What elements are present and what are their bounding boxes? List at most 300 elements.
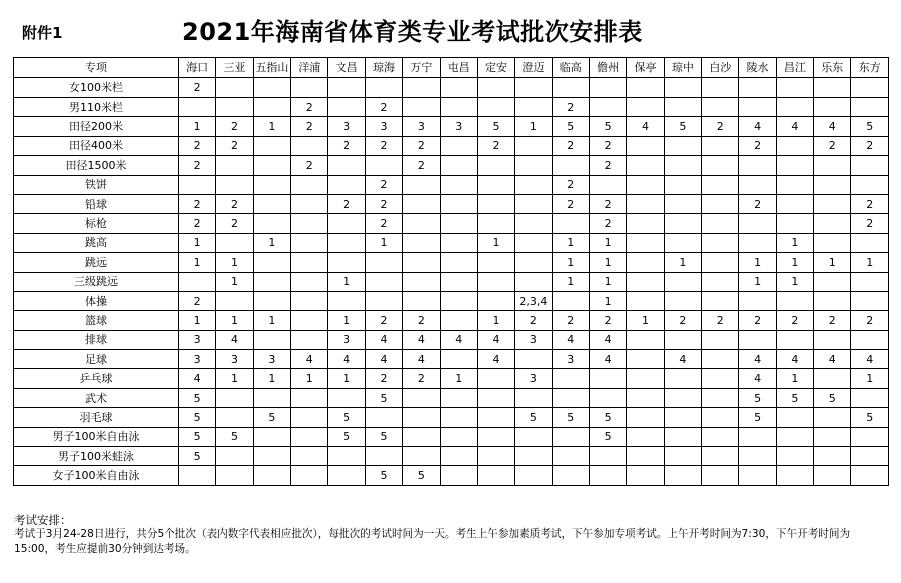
batch-cell [403,388,440,407]
batch-cell: 2 [552,194,589,213]
batch-cell [627,272,664,291]
batch-cell [702,350,739,369]
batch-cell: 2 [814,136,851,155]
batch-cell: 1 [851,369,889,388]
batch-cell [589,388,626,407]
batch-cell: 3 [515,330,552,349]
batch-cell [814,175,851,194]
batch-cell [627,98,664,117]
batch-cell [515,350,552,369]
batch-cell [403,214,440,233]
batch-cell [739,233,776,252]
batch-cell [179,175,216,194]
column-header: 乐东 [814,58,851,78]
column-header: 保亭 [627,58,664,78]
batch-cell [851,78,889,98]
row-label: 铅球 [14,194,179,213]
table-row [14,330,889,349]
table-row [14,214,889,233]
batch-cell: 2 [589,156,626,175]
batch-cell [365,253,402,272]
column-header: 陵水 [739,58,776,78]
batch-cell [403,253,440,272]
batch-cell: 1 [477,233,514,252]
batch-cell: 2 [403,369,440,388]
batch-cell: 3 [403,117,440,136]
batch-cell: 2 [179,136,216,155]
batch-cell [776,136,813,155]
batch-cell: 5 [179,447,216,466]
batch-cell: 1 [776,272,813,291]
batch-cell [477,253,514,272]
batch-cell: 4 [814,350,851,369]
batch-cell [627,350,664,369]
batch-cell [477,427,514,446]
batch-cell [291,408,328,427]
annex-label: 附件1 [22,24,63,42]
batch-cell [515,388,552,407]
batch-cell: 1 [253,369,290,388]
batch-cell [477,78,514,98]
batch-cell [776,78,813,98]
batch-cell [328,388,365,407]
batch-cell [739,447,776,466]
batch-cell [328,78,365,98]
table-row [14,98,889,117]
batch-cell [776,427,813,446]
batch-cell [328,98,365,117]
batch-cell [776,214,813,233]
batch-cell [702,427,739,446]
batch-cell: 2 [851,311,889,330]
batch-cell [328,447,365,466]
batch-cell: 1 [776,369,813,388]
batch-cell [365,78,402,98]
row-label: 标枪 [14,214,179,233]
batch-cell: 5 [814,388,851,407]
batch-cell: 1 [328,369,365,388]
row-label: 男110米栏 [14,98,179,117]
batch-cell: 5 [739,408,776,427]
batch-cell [328,175,365,194]
batch-cell [291,272,328,291]
batch-cell: 4 [403,330,440,349]
batch-cell [515,272,552,291]
batch-cell [291,214,328,233]
batch-cell [776,98,813,117]
batch-cell [739,78,776,98]
batch-cell [627,214,664,233]
batch-cell [552,156,589,175]
batch-cell: 2 [179,194,216,213]
row-label: 田径400米 [14,136,179,155]
column-header: 儋州 [589,58,626,78]
batch-cell: 2 [739,311,776,330]
batch-cell [477,388,514,407]
column-header: 澄迈 [515,58,552,78]
batch-cell [179,98,216,117]
batch-cell [477,408,514,427]
batch-cell [253,78,290,98]
batch-cell [627,291,664,310]
column-header: 昌江 [776,58,813,78]
row-label: 足球 [14,350,179,369]
batch-cell [664,194,701,213]
batch-cell: 5 [328,427,365,446]
column-header: 临高 [552,58,589,78]
batch-cell: 5 [664,117,701,136]
table-row [14,156,889,175]
batch-cell: 3 [440,117,477,136]
batch-cell: 1 [851,253,889,272]
table-row [14,311,889,330]
row-label: 武术 [14,388,179,407]
table-row [14,175,889,194]
batch-cell [291,136,328,155]
batch-cell [851,330,889,349]
table-row [14,117,889,136]
batch-cell [739,330,776,349]
row-label: 田径1500米 [14,156,179,175]
batch-cell [291,233,328,252]
batch-cell: 1 [477,311,514,330]
batch-cell [291,175,328,194]
batch-cell [365,447,402,466]
batch-cell [664,214,701,233]
batch-cell: 1 [776,233,813,252]
batch-cell: 5 [179,408,216,427]
batch-cell: 2 [179,291,216,310]
batch-cell [440,175,477,194]
batch-cell [814,233,851,252]
batch-cell: 4 [776,117,813,136]
row-label: 铁饼 [14,175,179,194]
batch-cell: 5 [776,388,813,407]
batch-cell [440,214,477,233]
batch-cell: 2 [552,175,589,194]
batch-cell [851,98,889,117]
column-header: 定安 [477,58,514,78]
batch-cell [477,369,514,388]
batch-cell: 1 [814,253,851,272]
batch-cell [216,388,253,407]
batch-cell [776,466,813,485]
batch-cell: 1 [216,253,253,272]
batch-cell: 1 [253,117,290,136]
batch-cell [515,253,552,272]
batch-cell: 5 [589,408,626,427]
batch-cell [253,427,290,446]
batch-cell: 1 [515,117,552,136]
batch-cell: 1 [328,272,365,291]
batch-cell [851,291,889,310]
batch-cell [328,214,365,233]
batch-cell [814,78,851,98]
batch-cell [440,272,477,291]
batch-cell: 2 [477,136,514,155]
batch-cell [739,291,776,310]
batch-cell [814,98,851,117]
batch-cell [739,427,776,446]
batch-cell [477,447,514,466]
page-title: 2021年海南省体育类专业考试批次安排表 [182,18,643,46]
batch-cell: 2 [739,194,776,213]
batch-cell [328,253,365,272]
batch-cell: 4 [440,330,477,349]
batch-cell [253,98,290,117]
batch-cell: 4 [365,330,402,349]
batch-cell: 4 [739,117,776,136]
batch-cell [552,447,589,466]
batch-cell [589,369,626,388]
row-label: 男子100米自由泳 [14,427,179,446]
batch-cell: 2 [291,117,328,136]
batch-cell [627,136,664,155]
batch-cell [851,447,889,466]
batch-cell [589,466,626,485]
batch-cell [702,330,739,349]
batch-cell [440,233,477,252]
column-header: 文昌 [328,58,365,78]
batch-cell [291,194,328,213]
batch-cell: 5 [739,388,776,407]
batch-cell: 2 [179,214,216,233]
batch-cell [664,427,701,446]
batch-cell [216,156,253,175]
batch-cell [440,427,477,446]
batch-cell [440,98,477,117]
batch-cell [776,291,813,310]
batch-cell [552,388,589,407]
batch-cell [627,194,664,213]
batch-cell [552,466,589,485]
batch-cell [627,369,664,388]
batch-cell [664,175,701,194]
batch-cell [702,78,739,98]
batch-cell [851,156,889,175]
batch-cell [253,214,290,233]
batch-cell: 2 [589,136,626,155]
batch-cell [627,175,664,194]
batch-cell: 1 [179,253,216,272]
batch-cell: 2 [216,194,253,213]
batch-cell: 1 [440,369,477,388]
batch-cell: 4 [589,350,626,369]
batch-cell [515,98,552,117]
batch-cell: 2 [814,311,851,330]
batch-cell [702,233,739,252]
batch-cell [328,291,365,310]
batch-cell [664,98,701,117]
column-header: 屯昌 [440,58,477,78]
batch-cell [814,291,851,310]
row-label: 跳高 [14,233,179,252]
batch-cell: 4 [664,350,701,369]
row-label: 羽毛球 [14,408,179,427]
batch-cell [739,175,776,194]
batch-cell [552,369,589,388]
batch-cell [589,447,626,466]
table-row [14,447,889,466]
batch-cell [403,175,440,194]
batch-cell [814,408,851,427]
batch-cell: 5 [589,117,626,136]
batch-cell: 2 [552,311,589,330]
batch-cell [365,156,402,175]
batch-cell: 4 [365,350,402,369]
batch-cell [253,194,290,213]
batch-cell: 2 [291,98,328,117]
batch-cell: 4 [477,330,514,349]
batch-cell [253,466,290,485]
column-header: 万宁 [403,58,440,78]
batch-cell [440,350,477,369]
batch-cell: 5 [253,408,290,427]
batch-cell [253,388,290,407]
row-label: 体操 [14,291,179,310]
batch-cell [253,291,290,310]
batch-cell: 4 [291,350,328,369]
batch-cell [515,447,552,466]
batch-cell [477,156,514,175]
batch-cell [702,408,739,427]
batch-cell: 5 [589,427,626,446]
batch-cell: 2 [328,194,365,213]
batch-cell: 2 [515,311,552,330]
batch-cell [627,447,664,466]
header-label: 专项 [14,58,179,78]
batch-cell: 2 [179,78,216,98]
batch-cell [627,466,664,485]
batch-cell: 5 [552,117,589,136]
batch-cell [216,233,253,252]
batch-cell: 1 [216,272,253,291]
batch-cell: 2 [365,214,402,233]
batch-cell [702,272,739,291]
batch-cell: 5 [552,408,589,427]
batch-cell [702,194,739,213]
batch-cell: 2 [403,136,440,155]
batch-cell [664,447,701,466]
batch-cell: 5 [365,427,402,446]
batch-cell: 2 [365,175,402,194]
batch-cell [477,98,514,117]
batch-cell [403,447,440,466]
batch-cell [477,175,514,194]
batch-cell [702,98,739,117]
batch-cell [365,408,402,427]
row-label: 田径200米 [14,117,179,136]
batch-cell: 3 [515,369,552,388]
batch-cell: 1 [627,311,664,330]
batch-cell: 5 [179,388,216,407]
table-row [14,272,889,291]
batch-cell [253,253,290,272]
batch-cell [851,427,889,446]
batch-cell: 4 [179,369,216,388]
row-label: 男子100米蛙泳 [14,447,179,466]
batch-cell [477,194,514,213]
batch-cell [702,369,739,388]
batch-cell [814,369,851,388]
batch-cell: 2 [589,214,626,233]
batch-cell: 2,3,4 [515,291,552,310]
batch-cell: 2 [365,136,402,155]
batch-cell: 2 [664,311,701,330]
batch-cell [814,272,851,291]
batch-cell: 3 [365,117,402,136]
batch-cell [664,466,701,485]
batch-cell [365,272,402,291]
batch-cell: 2 [552,136,589,155]
batch-cell [814,427,851,446]
batch-cell: 1 [216,369,253,388]
batch-cell: 3 [216,350,253,369]
batch-cell [552,427,589,446]
batch-cell: 3 [328,117,365,136]
batch-cell: 2 [328,136,365,155]
batch-cell: 5 [515,408,552,427]
batch-cell: 2 [702,311,739,330]
batch-cell [552,214,589,233]
batch-cell [515,136,552,155]
batch-cell: 1 [552,253,589,272]
batch-cell: 2 [776,311,813,330]
batch-cell: 4 [851,350,889,369]
batch-cell [291,253,328,272]
batch-cell [216,291,253,310]
batch-cell [179,272,216,291]
batch-cell [515,175,552,194]
batch-cell [291,447,328,466]
notes-text: 考试于3月24-28日进行，共分5个批次（表内数字代表相应批次），每批次的考试时间为一天。考生上午参加素质考试，下午参加专项考试。上午开考时间为7:30，下午开考时间为15:00，考生应提前30分钟到达考场。 [14,528,851,555]
batch-cell: 5 [365,388,402,407]
batch-cell [664,408,701,427]
row-label: 乒乓球 [14,369,179,388]
batch-cell [702,156,739,175]
batch-cell [440,291,477,310]
batch-cell [702,291,739,310]
batch-cell: 2 [403,311,440,330]
batch-cell [179,466,216,485]
batch-cell: 5 [851,117,889,136]
batch-cell [515,466,552,485]
table-row [14,427,889,446]
column-header: 三亚 [216,58,253,78]
batch-cell: 2 [851,136,889,155]
batch-cell [403,194,440,213]
batch-cell: 2 [216,117,253,136]
batch-cell [627,330,664,349]
batch-cell: 4 [776,350,813,369]
batch-cell [253,136,290,155]
batch-cell: 4 [328,350,365,369]
batch-cell [477,214,514,233]
batch-cell [664,272,701,291]
header-row [14,58,889,78]
batch-cell: 4 [403,350,440,369]
batch-cell: 1 [739,253,776,272]
batch-cell [776,156,813,175]
batch-cell [664,330,701,349]
batch-cell [440,466,477,485]
batch-cell [814,156,851,175]
batch-cell [814,447,851,466]
batch-cell: 2 [365,369,402,388]
batch-cell [216,447,253,466]
batch-cell: 4 [814,117,851,136]
batch-cell [328,233,365,252]
